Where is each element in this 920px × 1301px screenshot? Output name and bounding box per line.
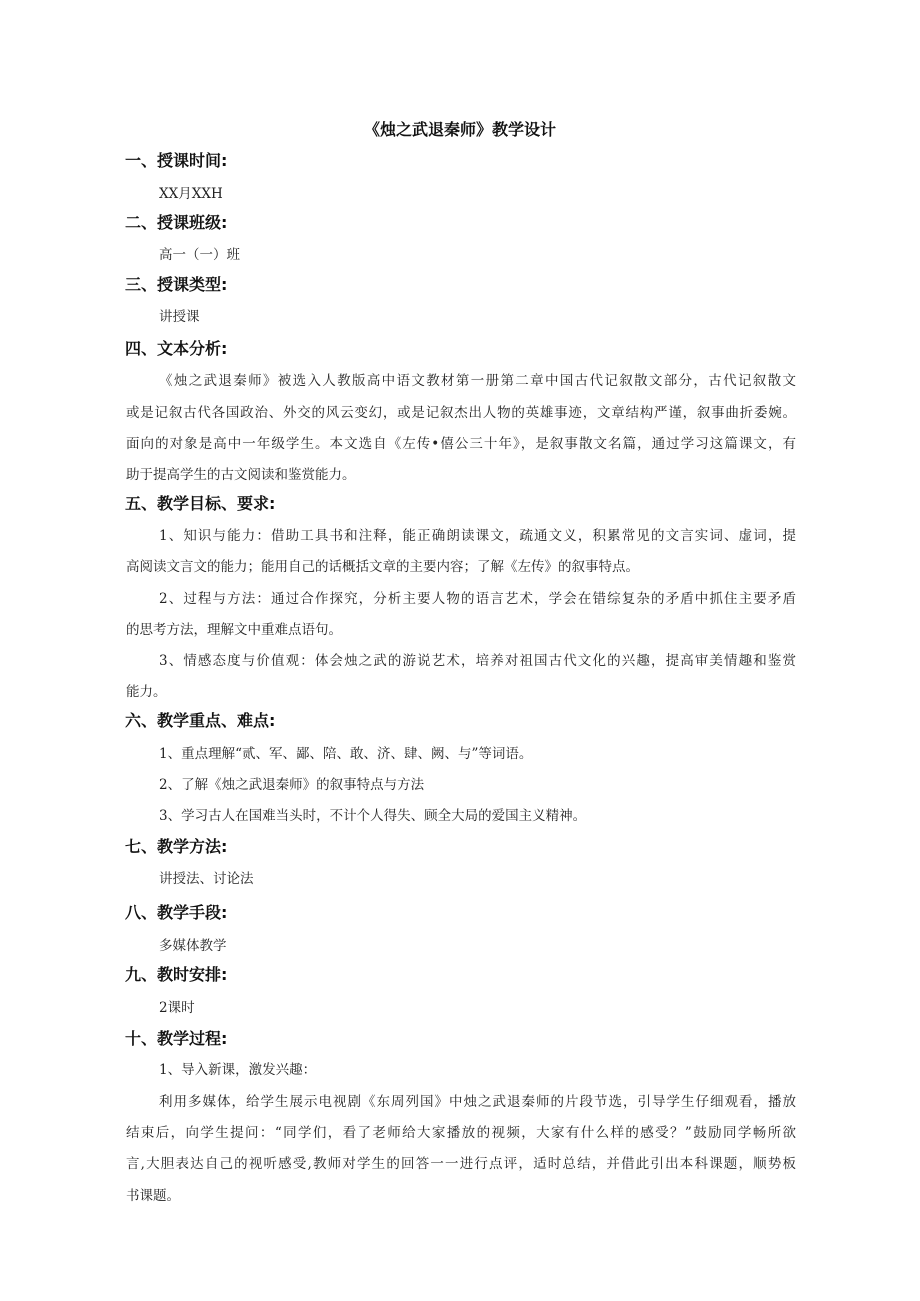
- paragraph-line: 能力。: [126, 684, 167, 700]
- paragraph-line: 1、重点理解“贰、军、鄙、陪、敢、济、肆、阙、与”等词语。: [159, 746, 533, 762]
- document-title: 《烛之武退秦师》教学设计: [363, 120, 556, 139]
- section-content-time: XX月XXH: [159, 186, 223, 202]
- section-heading-methods: 七、教学方法:: [125, 837, 228, 856]
- section-heading-time: 一、授课时间:: [125, 151, 228, 170]
- section-heading-key-points: 六、教学重点、难点:: [125, 711, 276, 730]
- paragraph-line: 《烛之武退秦师》被选入人教版高中语文教材第一册第二章中国古代记叙散文部分，古代记叙散文: [159, 373, 796, 389]
- section-heading-schedule: 九、教时安排:: [125, 965, 228, 984]
- section-content-type: 讲授课: [159, 309, 200, 325]
- section-heading-means: 八、教学手段:: [125, 903, 228, 922]
- section-content-means: 多媒体教学: [159, 938, 227, 954]
- section-content-methods: 讲授法、讨论法: [159, 871, 254, 887]
- paragraph-line: 结束后，向学生提问：“同学们，看了老师给大家播放的视频，大家有什么样的感受？”鼓励同学畅所欲: [126, 1125, 796, 1141]
- section-heading-process: 十、教学过程:: [125, 1029, 228, 1048]
- section-heading-class: 二、授课班级:: [125, 213, 228, 232]
- paragraph-line: 2、过程与方法：通过合作探究，分析主要人物的语言艺术，学会在错综复杂的矛盾中抓住主要矛盾: [159, 591, 796, 607]
- paragraph-line: 言,大胆表达自己的视听感受,教师对学生的回答一一进行点评，适时总结，并借此引出本科课题，顺势板: [126, 1156, 796, 1172]
- paragraph-line: 3、情感态度与价值观：体会烛之武的游说艺术，培养对祖国古代文化的兴趣，提高审美情趣和鉴赏: [159, 653, 796, 669]
- section-content-schedule: 2课时: [159, 1000, 195, 1016]
- paragraph-line: 助于提高学生的古文阅读和鉴赏能力。: [126, 467, 356, 483]
- paragraph-line: 的思考方法，理解文中重难点语句。: [126, 622, 342, 638]
- paragraph-line: 3、学习古人在国难当头时，不计个人得失、顾全大局的爱国主义精神。: [159, 808, 587, 824]
- section-heading-text-analysis: 四、文本分析:: [125, 339, 228, 358]
- section-heading-objectives: 五、教学目标、要求:: [125, 494, 276, 513]
- section-content-class: 高一（一）班: [159, 247, 240, 263]
- paragraph-line: 利用多媒体，给学生展示电视剧《东周列国》中烛之武退秦师的片段节选，引导学生仔细观看，播放: [159, 1094, 796, 1110]
- paragraph-line: 书课题。: [126, 1188, 180, 1204]
- paragraph-line: 1、知识与能力：借助工具书和注释，能正确朗读课文，疏通文义，积累常见的文言实词、虚词，提: [159, 528, 796, 544]
- paragraph-line: 2、了解《烛之武退秦师》的叙事特点与方法: [159, 777, 425, 793]
- paragraph-line: 面向的对象是高中一年级学生。本文选自《左传•僖公三十年》，是叙事散文名篇，通过学习这篇课文，有: [126, 436, 796, 452]
- section-heading-type: 三、授课类型:: [125, 275, 228, 294]
- paragraph-line: 1、导入新课，激发兴趣：: [159, 1062, 317, 1078]
- paragraph-line: 或是记叙古代各国政治、外交的风云变幻，或是记叙杰出人物的英雄事迹，文章结构严谨，叙事曲折委婉。: [126, 405, 796, 421]
- paragraph-line: 高阅读文言文的能力；能用自己的话概括文章的主要内容；了解《左传》的叙事特点。: [126, 559, 639, 575]
